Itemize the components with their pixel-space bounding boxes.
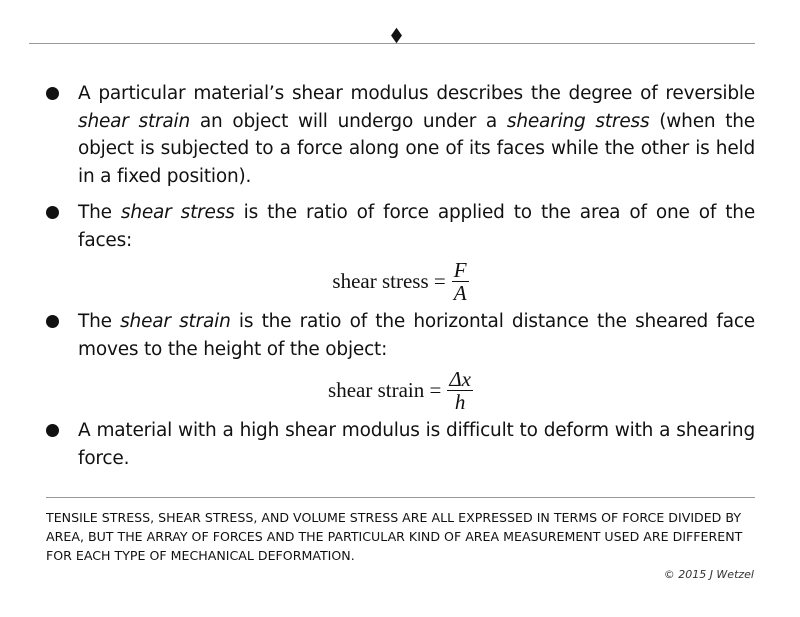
bullet-icon [46, 424, 59, 437]
text-segment: is the ratio of force applied to the area of one of the faces: [78, 202, 755, 251]
formula-lhs: shear strain = [328, 378, 442, 402]
formula [46, 368, 755, 413]
fraction [452, 259, 469, 304]
copyright: © 2015 J Wetzel [663, 568, 754, 581]
top-divider [29, 43, 755, 44]
denominator: A [453, 281, 467, 305]
text-segment: The [78, 202, 121, 223]
footer-divider [46, 497, 755, 498]
text-segment: is the ratio of the horizontal distance the sheared face moves to the height of the object: [78, 311, 755, 360]
text-segment: A particular material’s shear modulus describes the degree of reversible [78, 83, 755, 104]
bullet-text [78, 199, 755, 254]
text-segment: A material with a high shear modulus is difficult to deform with a shearing force. [78, 420, 755, 469]
numerator: Δx [449, 367, 471, 391]
bullet-item [46, 80, 755, 190]
diamond-ornament-icon [391, 28, 402, 44]
emphasized-term: shearing stress [506, 110, 650, 132]
emphasized-term: shear strain [78, 110, 191, 132]
bullet-item [46, 199, 755, 254]
bullet-icon [46, 206, 59, 219]
formula-lhs: shear stress = [332, 269, 446, 293]
bullet-item [46, 417, 755, 472]
bullet-text [78, 308, 755, 363]
bullet-item [46, 308, 755, 363]
bullet-text [78, 80, 755, 190]
denominator: h [454, 390, 466, 414]
text-segment: an object will undergo under a [190, 110, 507, 132]
bullet-icon [46, 315, 59, 328]
numerator: F [453, 258, 467, 282]
bullet-icon [46, 87, 59, 100]
text-segment: (when the object is subjected to a force along one of its faces while the other is held in a fixed position). [78, 110, 755, 187]
bullet-text [78, 417, 755, 472]
emphasized-term: shear strain [120, 311, 231, 332]
footer-note: TENSILE STRESS, SHEAR STRESS, AND VOLUME STRESS ARE ALL EXPRESSED IN TERMS OF FORCE DIVIDED BY AREA, BUT THE ARRAY OF FORCES AND THE PARTICULAR KIND OF AREA MEASUREMENT USED ARE DIFFERENT FOR EACH TYPE OF MECHANICAL DEFORMATION. [46, 510, 743, 563]
bullet-list [46, 80, 755, 481]
fraction [447, 368, 473, 413]
emphasized-term: shear stress [120, 202, 235, 223]
text-segment: The [78, 311, 121, 332]
formula [46, 259, 755, 304]
